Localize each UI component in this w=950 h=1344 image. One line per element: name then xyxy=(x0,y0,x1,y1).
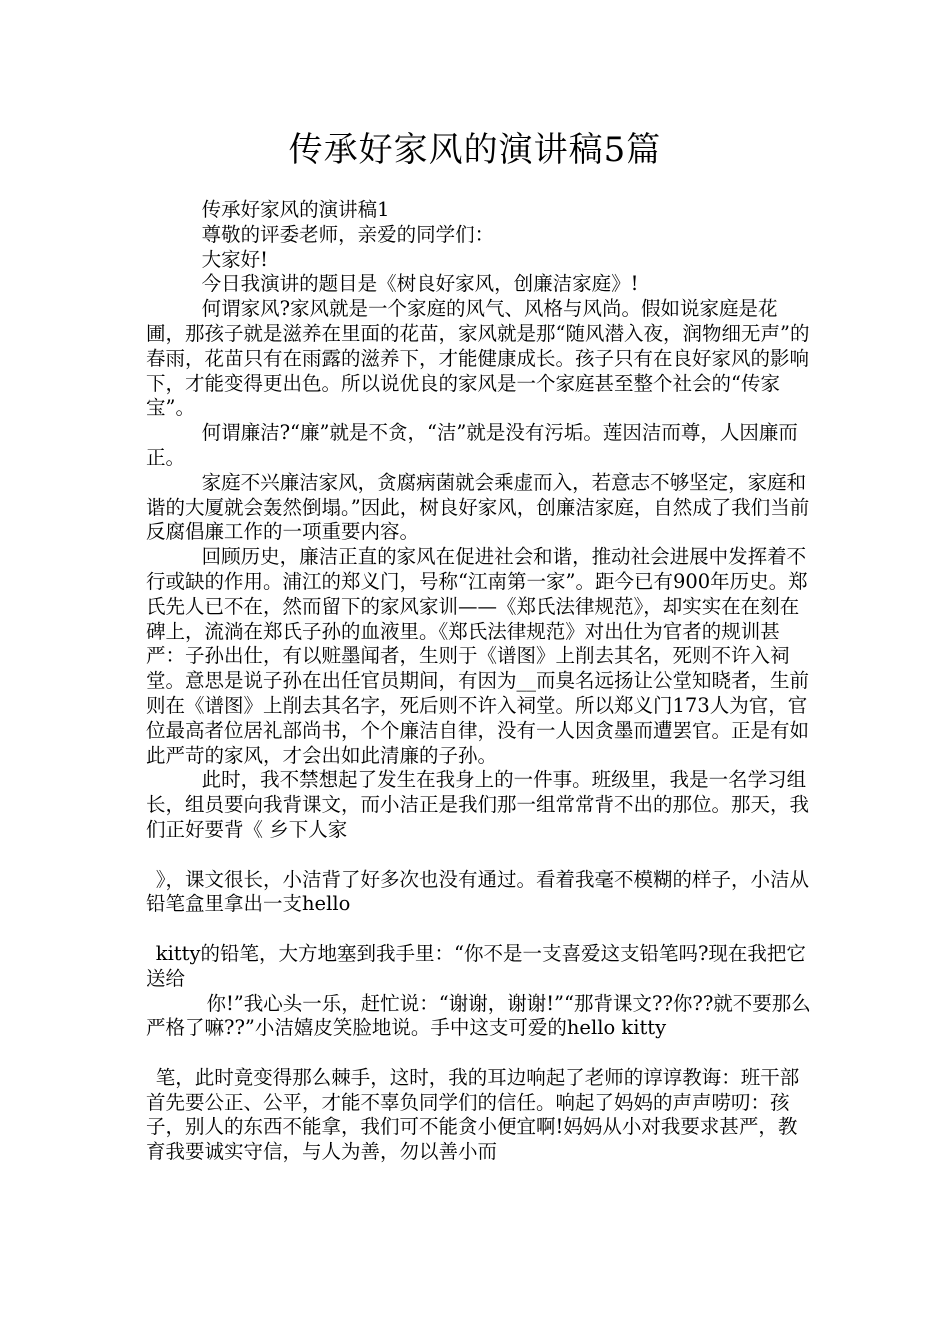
paragraph-dialogue: 你!”我心头一乐，赶忙说：“谢谢，谢谢!”“那背课文??你??就不要那么严格了嘛??”小洁嬉皮笑脸地说。手中这支可爱的hello kitty xyxy=(146,991,811,1040)
blank-line xyxy=(146,917,816,942)
blank-line xyxy=(146,1041,816,1066)
paragraph-story-start: 此时，我不禁想起了发生在我身上的一件事。班级里，我是一名学习组长，组员要向我背课文，而小洁正是我们那一组常常背不出的那位。那天，我们正好要背《 乡下人家 xyxy=(146,768,810,841)
paragraph-integrity: 何谓廉洁?“廉”就是不贪，“洁”就是没有污垢。莲因洁而尊，人因廉而正。 xyxy=(146,421,798,469)
paragraph-pencil: kitty的铅笔，大方地塞到我手里：“你不是一支喜爱这支铅笔吗?现在我把它送给 xyxy=(146,941,806,990)
speech-topic: 今日我演讲的题目是《树良好家风，创廉洁家庭》! xyxy=(201,272,639,296)
blank-line xyxy=(146,843,816,868)
paragraph-family-style: 何谓家风?家风就是一个家庭的风气、风格与风尚。假如说家庭是花圃，那孩子就是滋养在里面的花苗，家风就是那“随风潜入夜，润物细无声”的春雨，花苗只有在雨露的滋养下，才能健康成长。孩子只有在良好家风的影响下，才能变得更出色。所以说优良的家风是一个家庭甚至整个社会的“传家宝”。 xyxy=(146,297,810,420)
paragraph-corruption: 家庭不兴廉洁家风，贪腐病菌就会乘虚而入，若意志不够坚定，家庭和谐的大厦就会轰然倒塌。”因此，树良好家风，创廉洁家庭，自然成了我们当前反腐倡廉工作的一项重要内容。 xyxy=(146,470,810,544)
document-body xyxy=(146,198,816,1165)
greeting: 大家好! xyxy=(201,247,268,271)
document-title: 传承好家风的演讲稿5篇 xyxy=(288,130,662,170)
section-heading: 传承好家风的演讲稿1 xyxy=(201,198,390,221)
paragraph-history: 回顾历史，廉洁正直的家风在促进社会和谐，推动社会进展中发挥着不行或缺的作用。浦江的郑义门，号称“江南第一家”。距今已有900年历史。郑氏先人已不在，然而留下的家风家训——《郑氏法律规范》，却实实在在刻在碑上，流淌在郑氏子孙的血液里。《郑氏法律规范》对出仕为官者的规训甚严：子孙出仕，有以赃墨闻者，生则于《谱图》上削去其名，死则不许入祠堂。意思是说子孙在出任官员期间，有因为__而臭名远扬让公堂知晓者，生前则在《谱图》上削去其名字，死后则不许入祠堂。所以郑义门173人为官，官位最高者位居礼部尚书，个个廉洁自律，没有一人因贪墨而遭罢官。正是有如此严苛的家风，才会出如此清廉的子孙。 xyxy=(146,545,810,767)
paragraph-reflection: 笔，此时竟变得那么棘手，这时，我的耳边响起了老师的谆谆教诲：班干部首先要公正、公平，才能不辜负同学们的信任。响起了妈妈的声声唠叨：孩子，别人的东西不能拿，我们可不能贪小便宜啊!妈妈从小对我要求甚严，教育我要诚实守信，与人为善，勿以善小而 xyxy=(146,1065,800,1164)
salutation: 尊敬的评委老师，亲爱的同学们： xyxy=(201,222,495,246)
paragraph-story-continued: 》，课文很长，小洁背了好多次也没有通过。看着我毫不模糊的样子，小洁从铅笔盒里拿出一支hello xyxy=(146,867,810,916)
